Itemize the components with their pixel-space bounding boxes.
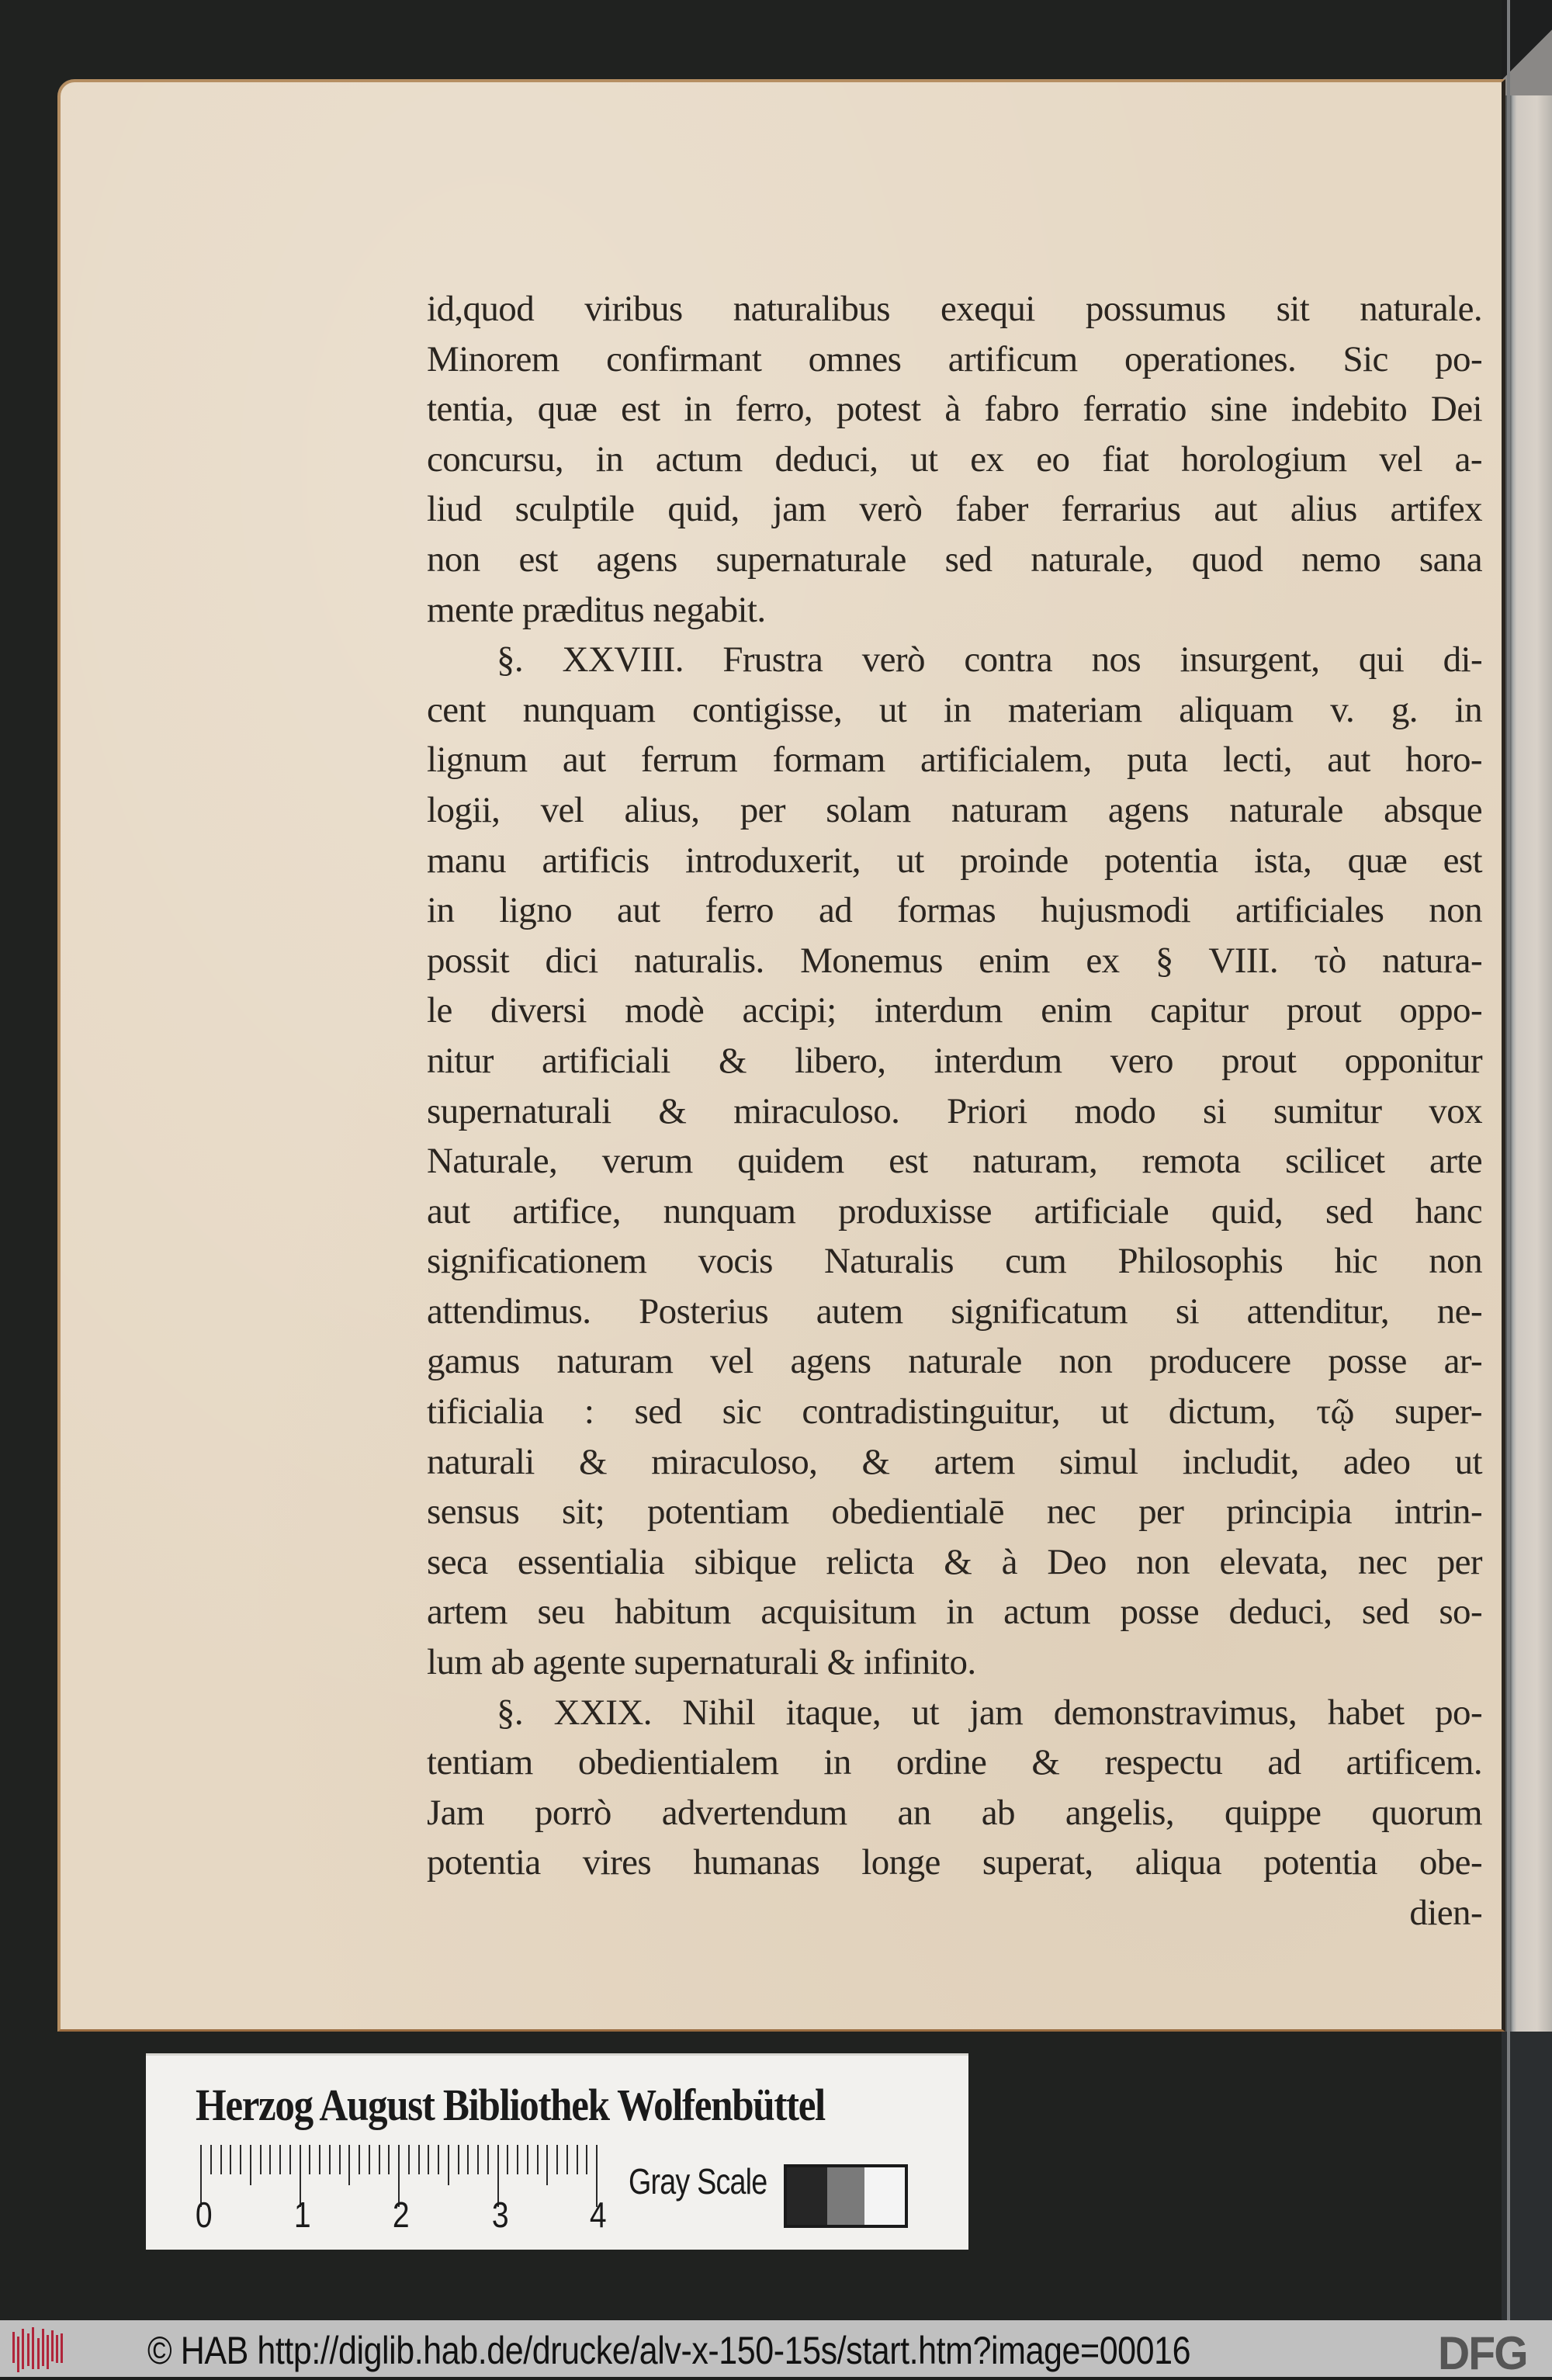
- text-line: potentia vires humanas longe superat, aliqua potentia obe-: [427, 1842, 1482, 1883]
- text-line: logii, vel alius, per solam naturam agens naturale absque: [427, 789, 1482, 830]
- ruler-tick: [339, 2145, 341, 2174]
- ruler-tick: [279, 2145, 281, 2174]
- hab-logo-icon: [6, 2326, 68, 2372]
- gray-swatch: [787, 2167, 827, 2225]
- ruler-tick: [507, 2145, 508, 2174]
- text-line: non est agens supernaturale sed naturale, quod nemo sana: [427, 539, 1482, 580]
- ruler-tick: [458, 2145, 459, 2174]
- ruler-tick: [260, 2145, 262, 2174]
- ruler-tick: [289, 2145, 291, 2174]
- ruler-tick: [586, 2145, 587, 2174]
- text-line: Naturale, verum quidem est naturam, remota scilicet arte: [427, 1141, 1482, 1182]
- ruler-tick: [240, 2145, 241, 2174]
- library-color-card: [146, 2053, 968, 2250]
- text-line: liud sculptile quid, jam verò faber ferrarius aut alius artifex: [427, 489, 1482, 530]
- text-line: artem seu habitum acquisitum in actum posse deduci, sed so-: [427, 1592, 1482, 1633]
- text-line: lignum aut ferrum formam artificialem, puta lecti, aut horo-: [427, 740, 1482, 781]
- copyright-url-text[interactable]: © HAB http://diglib.hab.de/drucke/alv-x-150-15s/start.htm?image=00016: [147, 2329, 1191, 2372]
- ruler-tick: [546, 2145, 548, 2185]
- section-heading-line: §. XXVIII. Frustra verò contra nos insurgent, qui di-: [497, 639, 1482, 681]
- ruler-tick: [359, 2145, 360, 2174]
- section-heading-line: §. XXIX. Nihil itaque, ut jam demonstravimus, habet po-: [497, 1692, 1482, 1733]
- ruler-tick: [487, 2145, 489, 2174]
- ruler-tick: [220, 2145, 222, 2174]
- text-line: seca essentialia sibique relicta & à Deo non elevata, nec per: [427, 1541, 1482, 1582]
- text-line: tentia, quæ est in ferro, potest à fabro ferratio sine indebito Dei: [427, 389, 1482, 430]
- ruler-tick: [566, 2145, 568, 2174]
- ruler-tick: [369, 2145, 370, 2174]
- text-line: manu artificis introduxerit, ut proinde potentia ista, quæ est: [427, 840, 1482, 881]
- text-line: le diversi modè accipi; interdum enim capitur prout oppo-: [427, 990, 1482, 1031]
- ruler-tick: [319, 2145, 320, 2174]
- ruler-tick: [477, 2145, 479, 2174]
- text-line: aut artifice, nunquam produxisse artificiale quid, sed hanc: [427, 1190, 1482, 1232]
- text-line: tentiam obedientialem in ordine & respectu ad artificem.: [427, 1742, 1482, 1783]
- ruler-tick: [230, 2145, 231, 2174]
- ruler-tick: [250, 2145, 251, 2185]
- binding-edge-line: [1507, 0, 1510, 2320]
- text-line: lum ab agente supernaturali & infinito.: [427, 1642, 976, 1683]
- ruler-label-2: 2: [392, 2195, 410, 2235]
- ruler-tick: [418, 2145, 420, 2174]
- ruler-tick: [527, 2145, 528, 2174]
- text-line: supernaturali & miraculoso. Priori modo si sumitur vox: [427, 1090, 1482, 1131]
- text-line: Jam porrò advertendum an ab angelis, quippe quorum: [427, 1792, 1482, 1833]
- text-line: gamus naturam vel agens naturale non producere posse ar-: [427, 1341, 1482, 1382]
- page-text-block: [427, 284, 1482, 1938]
- text-line: naturali & miraculoso, & artem simul includit, adeo ut: [427, 1441, 1482, 1482]
- text-line: significationem vocis Naturalis cum Philosophis hic non: [427, 1241, 1482, 1282]
- text-line: attendimus. Posterius autem significatum si attenditur, ne-: [427, 1290, 1482, 1332]
- text-line: cent nunquam contigisse, ut in materiam aliquam v. g. in: [427, 689, 1482, 730]
- ruler-tick: [448, 2145, 449, 2185]
- dfg-logo: DFG: [1438, 2327, 1527, 2379]
- text-line: concursu, in actum deduci, ut ex eo fiat horologium vel a-: [427, 438, 1482, 480]
- text-line: sensus sit; potentiam obedientialē nec per principia intrin-: [427, 1491, 1482, 1533]
- text-line: Minorem confirmant omnes artificum operationes. Sic po-: [427, 338, 1482, 379]
- ruler-tick: [210, 2145, 212, 2174]
- ruler-tick: [577, 2145, 578, 2174]
- ruler-tick: [556, 2145, 558, 2174]
- ruler-label-1: 1: [293, 2195, 311, 2235]
- text-line: possit dici naturalis. Monemus enim ex § VIII. τὸ natura-: [427, 940, 1482, 981]
- ruler-tick: [438, 2145, 439, 2174]
- text-line: id,quod viribus naturalibus exequi possumus sit naturale.: [427, 289, 1482, 329]
- ruler-tick: [379, 2145, 380, 2174]
- ruler-tick: [348, 2145, 350, 2185]
- text-line: in ligno aut ferro ad formas hujusmodi artificiales non: [427, 890, 1482, 931]
- library-name: Herzog August Bibliothek Wolfenbüttel: [196, 2080, 825, 2130]
- ruler-label-0: 0: [195, 2195, 213, 2235]
- ruler-tick: [329, 2145, 331, 2174]
- ruler-label-4: 4: [589, 2195, 607, 2235]
- book-page: [57, 79, 1505, 2032]
- gray-swatch: [864, 2167, 905, 2225]
- text-line: mente præditus negabit.: [427, 589, 766, 630]
- catchword: dien-: [1409, 1893, 1482, 1933]
- ruler-tick: [517, 2145, 518, 2174]
- ruler-tick: [269, 2145, 271, 2174]
- text-line: tificialia : sed sic contradistinguitur, ut dictum, τῷ super-: [427, 1391, 1482, 1433]
- text-line: nitur artificiali & libero, interdum vero prout opponitur: [427, 1040, 1482, 1081]
- ruler-tick: [408, 2145, 410, 2174]
- gray-swatch: [827, 2167, 864, 2225]
- footer-bar: [0, 2320, 1552, 2377]
- ruler-tick: [428, 2145, 429, 2174]
- gray-scale-swatches: [784, 2164, 908, 2228]
- ruler-tick: [388, 2145, 390, 2174]
- ruler-label-3: 3: [491, 2195, 509, 2235]
- gray-scale-label: Gray Scale: [629, 2161, 767, 2202]
- ruler-tick: [309, 2145, 310, 2174]
- ruler-tick: [537, 2145, 539, 2174]
- ruler-tick: [467, 2145, 469, 2174]
